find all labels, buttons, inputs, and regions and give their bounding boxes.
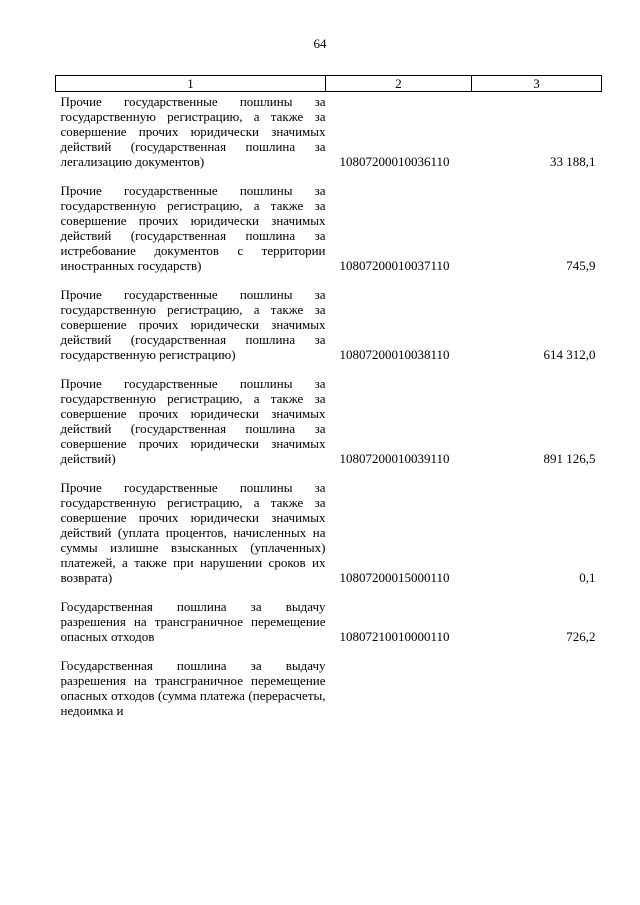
row-amount: 33 188,1 — [550, 154, 596, 169]
row-code: 10807210010000110 — [339, 629, 450, 644]
table-header-row — [56, 76, 602, 92]
row-description: Прочие государственные пошлины за государственную регистрацию, а также за совершение прочих юридически значимых действий (уплата процентов, начисленных на суммы излишне взысканных (уплаченных) платежей, а также при нарушении сроков их возврата) — [60, 480, 326, 585]
row-amount: 0,1 — [579, 570, 596, 585]
row-amount — [472, 656, 602, 730]
revenue-table — [55, 75, 602, 730]
page-number: 64 — [313, 36, 327, 51]
table-row — [56, 92, 602, 182]
column-header-1: 1 — [56, 76, 326, 92]
row-code — [326, 656, 472, 730]
column-header-3: 3 — [472, 76, 602, 92]
row-amount: 614 312,0 — [543, 347, 596, 362]
row-description: Государственная пошлина за выдачу разрешения на трансграничное перемещение опасных отходов (сумма платежа (перерасчеты, недоимка и — [60, 658, 326, 718]
row-description: Прочие государственные пошлины за государственную регистрацию, а также за совершение прочих юридически значимых действий (государственная пошлина за государственную регистрацию) — [60, 287, 326, 362]
row-description: Государственная пошлина за выдачу разрешения на трансграничное перемещение опасных отходов — [60, 599, 326, 644]
table-row — [56, 478, 602, 597]
table-row — [56, 597, 602, 656]
row-code: 10807200010037110 — [339, 258, 450, 273]
row-description: Прочие государственные пошлины за государственную регистрацию, а также за совершение прочих юридически значимых действий (государственная пошлина за совершение прочих юридически значимых действий) — [60, 376, 326, 466]
table-row — [56, 656, 602, 730]
table-row — [56, 374, 602, 478]
row-code: 10807200010038110 — [339, 347, 450, 362]
row-description: Прочие государственные пошлины за государственную регистрацию, а также за совершение прочих юридически значимых действий (государственная пошлина за истребование документов с территории иностранных государств) — [60, 183, 326, 273]
row-amount: 726,2 — [566, 629, 596, 644]
row-code: 10807200010036110 — [339, 154, 450, 169]
table-row — [56, 181, 602, 285]
column-header-2: 2 — [326, 76, 472, 92]
table-row — [56, 285, 602, 374]
row-code: 10807200010039110 — [339, 451, 450, 466]
row-amount: 745,9 — [566, 258, 596, 273]
row-code: 10807200015000110 — [339, 570, 450, 585]
row-amount: 891 126,5 — [543, 451, 596, 466]
row-description: Прочие государственные пошлины за государственную регистрацию, а также за совершение прочих юридически значимых действий (государственная пошлина за легализацию документов) — [60, 94, 326, 169]
